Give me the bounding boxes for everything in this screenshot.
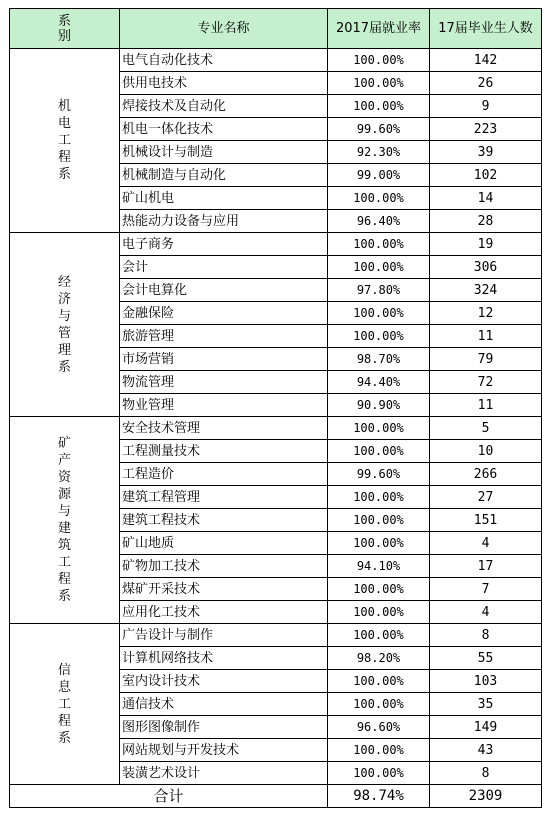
rate-cell: 100.00% (328, 486, 430, 509)
rate-cell: 96.60% (328, 716, 430, 739)
major-cell: 图形图像制作 (120, 716, 328, 739)
major-cell: 电子商务 (120, 233, 328, 256)
count-cell: 149 (430, 716, 542, 739)
rate-cell: 100.00% (328, 95, 430, 118)
major-cell: 通信技术 (120, 693, 328, 716)
major-cell: 电气自动化技术 (120, 49, 328, 72)
employment-table (9, 8, 542, 808)
count-cell: 55 (430, 647, 542, 670)
rate-cell: 96.40% (328, 210, 430, 233)
count-cell: 9 (430, 95, 542, 118)
header-dept (10, 9, 120, 49)
count-cell: 43 (430, 739, 542, 762)
count-cell: 27 (430, 486, 542, 509)
count-cell: 10 (430, 440, 542, 463)
count-cell: 103 (430, 670, 542, 693)
major-cell: 煤矿开采技术 (120, 578, 328, 601)
rate-cell: 94.40% (328, 371, 430, 394)
dept-cell (10, 624, 120, 785)
dept-label: 矿产资源与建筑工程系 (57, 436, 71, 604)
major-cell: 矿物加工技术 (120, 555, 328, 578)
major-cell: 物流管理 (120, 371, 328, 394)
major-cell: 建筑工程技术 (120, 509, 328, 532)
major-cell: 工程测量技术 (120, 440, 328, 463)
rate-cell: 100.00% (328, 440, 430, 463)
major-cell: 广告设计与制作 (120, 624, 328, 647)
major-cell: 旅游管理 (120, 325, 328, 348)
header-major: 专业名称 (120, 9, 328, 49)
count-cell: 151 (430, 509, 542, 532)
rate-cell: 99.60% (328, 463, 430, 486)
count-cell: 39 (430, 141, 542, 164)
count-cell: 17 (430, 555, 542, 578)
table-row (10, 624, 542, 647)
major-cell: 网站规划与开发技术 (120, 739, 328, 762)
dept-label: 机电工程系 (57, 99, 71, 182)
count-cell: 4 (430, 601, 542, 624)
rate-cell: 100.00% (328, 762, 430, 785)
count-cell: 12 (430, 302, 542, 325)
table-row (10, 49, 542, 72)
header-row (10, 9, 542, 49)
count-cell: 11 (430, 325, 542, 348)
rate-cell: 97.80% (328, 279, 430, 302)
count-cell: 266 (430, 463, 542, 486)
dept-cell (10, 417, 120, 624)
employment-table-sheet (9, 8, 541, 808)
table-body (10, 49, 542, 785)
count-cell: 19 (430, 233, 542, 256)
count-cell: 5 (430, 417, 542, 440)
rate-cell: 100.00% (328, 417, 430, 440)
rate-cell: 100.00% (328, 233, 430, 256)
major-cell: 应用化工技术 (120, 601, 328, 624)
rate-cell: 100.00% (328, 624, 430, 647)
count-cell: 4 (430, 532, 542, 555)
rate-cell: 100.00% (328, 601, 430, 624)
dept-label: 经济与管理系 (57, 274, 71, 375)
dept-label: 信息工程系 (57, 662, 71, 746)
rate-cell: 100.00% (328, 49, 430, 72)
major-cell: 室内设计技术 (120, 670, 328, 693)
major-cell: 会计 (120, 256, 328, 279)
major-cell: 计算机网络技术 (120, 647, 328, 670)
count-cell: 8 (430, 762, 542, 785)
major-cell: 装潢艺术设计 (120, 762, 328, 785)
rate-cell: 100.00% (328, 302, 430, 325)
major-cell: 安全技术管理 (120, 417, 328, 440)
total-label: 合计 (10, 785, 328, 808)
count-cell: 79 (430, 348, 542, 371)
rate-cell: 98.20% (328, 647, 430, 670)
major-cell: 物业管理 (120, 394, 328, 417)
major-cell: 焊接技术及自动化 (120, 95, 328, 118)
major-cell: 供用电技术 (120, 72, 328, 95)
rate-cell: 98.70% (328, 348, 430, 371)
rate-cell: 100.00% (328, 532, 430, 555)
rate-cell: 100.00% (328, 693, 430, 716)
count-cell: 26 (430, 72, 542, 95)
rate-cell: 92.30% (328, 141, 430, 164)
count-cell: 8 (430, 624, 542, 647)
rate-cell: 100.00% (328, 509, 430, 532)
dept-cell (10, 233, 120, 417)
count-cell: 35 (430, 693, 542, 716)
count-cell: 102 (430, 164, 542, 187)
rate-cell: 99.60% (328, 118, 430, 141)
major-cell: 机械制造与自动化 (120, 164, 328, 187)
count-cell: 11 (430, 394, 542, 417)
count-cell: 324 (430, 279, 542, 302)
total-row (10, 785, 542, 808)
table-row (10, 233, 542, 256)
rate-cell: 100.00% (328, 578, 430, 601)
count-cell: 142 (430, 49, 542, 72)
count-cell: 72 (430, 371, 542, 394)
header-dept-label: 系 别 (57, 13, 71, 44)
major-cell: 热能动力设备与应用 (120, 210, 328, 233)
total-count: 2309 (430, 785, 542, 808)
rate-cell: 99.00% (328, 164, 430, 187)
rate-cell: 100.00% (328, 72, 430, 95)
major-cell: 矿山地质 (120, 532, 328, 555)
rate-cell: 100.00% (328, 187, 430, 210)
major-cell: 建筑工程管理 (120, 486, 328, 509)
rate-cell: 94.10% (328, 555, 430, 578)
major-cell: 金融保险 (120, 302, 328, 325)
major-cell: 市场营销 (120, 348, 328, 371)
table-row (10, 417, 542, 440)
major-cell: 矿山机电 (120, 187, 328, 210)
major-cell: 工程造价 (120, 463, 328, 486)
count-cell: 14 (430, 187, 542, 210)
major-cell: 机械设计与制造 (120, 141, 328, 164)
total-rate: 98.74% (328, 785, 430, 808)
major-cell: 会计电算化 (120, 279, 328, 302)
rate-cell: 100.00% (328, 739, 430, 762)
rate-cell: 90.90% (328, 394, 430, 417)
count-cell: 223 (430, 118, 542, 141)
rate-cell: 100.00% (328, 325, 430, 348)
header-rate: 2017届就业率 (328, 9, 430, 49)
count-cell: 28 (430, 210, 542, 233)
rate-cell: 100.00% (328, 670, 430, 693)
count-cell: 306 (430, 256, 542, 279)
dept-cell (10, 49, 120, 233)
header-count: 17届毕业生人数 (430, 9, 542, 49)
rate-cell: 100.00% (328, 256, 430, 279)
major-cell: 机电一体化技术 (120, 118, 328, 141)
count-cell: 7 (430, 578, 542, 601)
